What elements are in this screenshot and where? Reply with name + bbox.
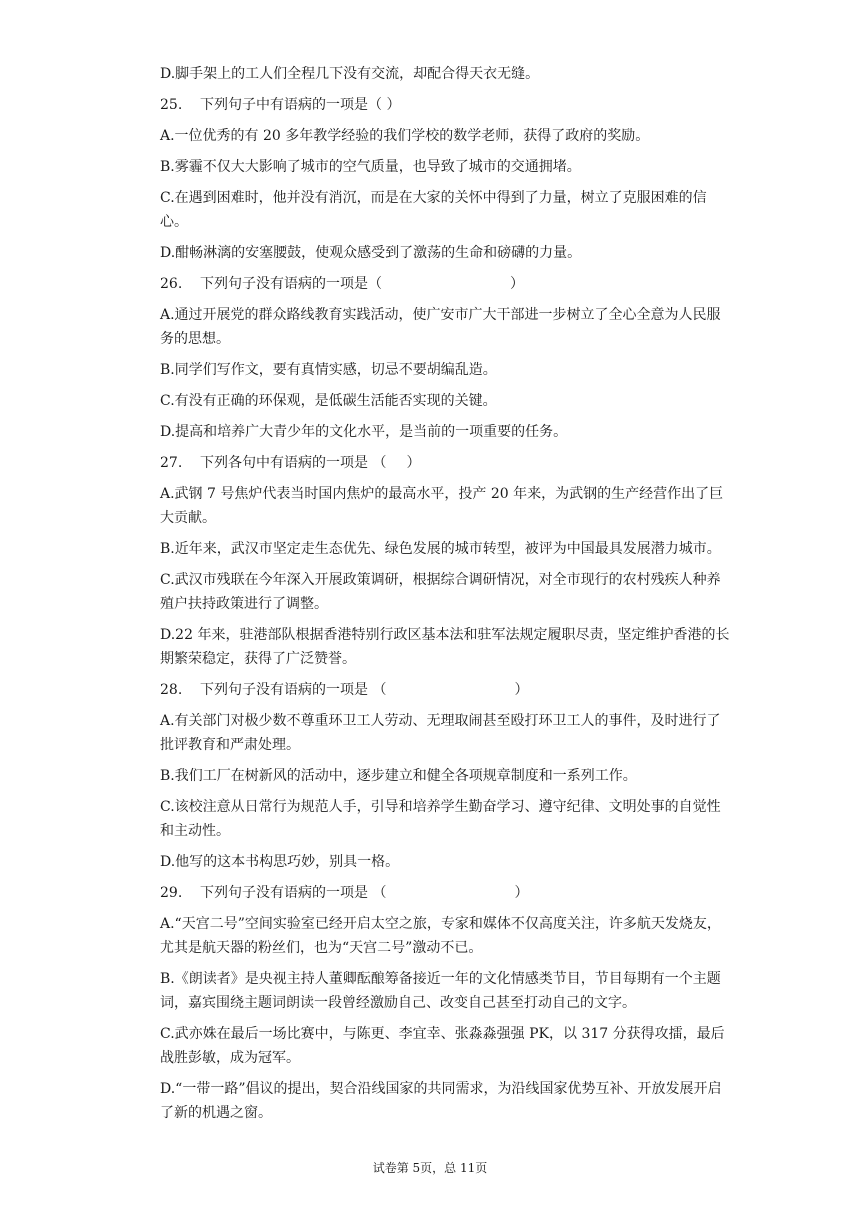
option-text: D.22 年来，驻港部队根据香港特别行政区基本法和驻军法规定履职尽责，坚定维护香港的长期繁荣稳定，获得了广泛赞誉。 [160,627,730,667]
answer-option [160,967,730,1015]
answer-option [160,155,730,179]
option-text: C.该校注意从日常行为规范人手，引导和培养学生勤奋学习、遵守纪律、文明处事的自觉性和主动性。 [160,799,721,839]
question-paren-close: ） [406,455,421,471]
option-text: A.有关部门对极少数不尊重环卫工人劳动、无理取闹甚至殴打环卫工人的事件，及时进行了批评教育和严肃处理。 [160,713,721,753]
question-paren-close: ） [510,276,524,292]
answer-option [160,709,730,757]
answer-option [160,912,730,960]
question-paren-close: ） [514,885,529,901]
option-text: D.他写的这本书构思巧妙，别具一格。 [160,854,400,870]
option-text: B.近年来，武汉市坚定走生态优先、绿色发展的城市转型，被评为中国最具发展潜力城市。 [160,541,721,557]
question-number: 29. [160,885,183,901]
answer-option [160,537,730,561]
answer-option [160,482,730,530]
option-text: D.脚手架上的工人们全程几下没有交流，却配合得天衣无缝。 [160,66,540,82]
option-text: A.通过开展党的群众路线教育实践活动，使广安市广大干部进一步树立了全心全意为人民服务的思想。 [160,307,721,347]
question-stem [160,881,730,905]
answer-option [160,850,730,874]
question-paren-close: ） [514,682,529,698]
question-number: 26. [160,276,183,292]
page-footer: 试卷第 5页，总 11页 [372,1161,488,1175]
question-text: 下列句子没有语病的一项是 （ [200,682,387,698]
option-text: D.酣畅淋漓的安塞腰鼓，使观众感受到了激荡的生命和磅礴的力量。 [160,245,582,261]
option-text: C.武亦姝在最后一场比赛中，与陈更、李宜幸、张淼淼强强 PK，以 317 分获得攻擂，最后战胜彭敏，成为冠军。 [160,1026,725,1066]
option-text: A.“天宫二号”空间实验室已经开启太空之旅，专家和媒体不仅高度关注，许多航天发烧友，尤其是航天器的粉丝们，也为“天宫二号”激动不已。 [160,916,721,956]
option-text: B.同学们写作文，要有真情实感，切忌不要胡编乱造。 [160,362,497,378]
exam-page-body [160,62,730,1132]
answer-option [160,241,730,265]
answer-option [160,124,730,148]
option-text: C.在遇到困难时，他并没有消沉，而是在大家的关怀中得到了力量，树立了克服困难的信心。 [160,190,707,230]
question-stem [160,678,730,702]
question-text: 下列各句中有语病的一项是 （ [200,455,387,471]
question-text: 下列句子没有语病的一项是 （ [200,885,387,901]
option-text: C.有没有正确的环保观，是低碳生活能否实现的关键。 [160,393,497,409]
question-number: 28. [160,682,183,698]
question-text: 下列句子中有语病的一项是（ ） [200,97,401,113]
answer-option [160,358,730,382]
answer-option [160,1022,730,1070]
question-stem [160,272,730,296]
answer-option [160,420,730,444]
answer-option [160,795,730,843]
option-text: D.提高和培养广大青少年的文化水平，是当前的一项重要的任务。 [160,424,568,440]
answer-option [160,62,730,86]
option-text: C.武汉市残联在今年深入开展政策调研，根据综合调研情况，对全市现行的农村残疾人种养殖户扶持政策进行了调整。 [160,572,721,612]
question-number: 27. [160,455,183,471]
question-stem [160,93,730,117]
option-text: A.一位优秀的有 20 多年教学经验的我们学校的数学老师，获得了政府的奖励。 [160,128,650,144]
option-text: B.《朗读者》是央视主持人董卿酝酿筹备接近一年的文化情感类节目，节目每期有一个主题词，嘉宾围绕主题词朗读一段曾经激励自己、改变自己甚至打动自己的文字。 [160,971,721,1011]
option-text: B.我们工厂在树新风的活动中，逐步建立和健全各项规章制度和一系列工作。 [160,768,637,784]
option-text: D.“一带一路”倡议的提出，契合沿线国家的共同需求，为沿线国家优势互补、开放发展开启了新的机遇之窗。 [160,1081,722,1121]
answer-option [160,186,730,234]
answer-option [160,764,730,788]
question-stem [160,451,730,475]
answer-option [160,1077,730,1125]
option-text: B.雾霾不仅大大影响了城市的空气质量，也导致了城市的交通拥堵。 [160,159,581,175]
answer-option [160,623,730,671]
question-number: 25. [160,97,183,113]
question-text: 下列句子没有语病的一项是（ [200,276,382,292]
answer-option [160,568,730,616]
answer-option [160,389,730,413]
option-text: A.武钢 7 号焦炉代表当时国内焦炉的最高水平，投产 20 年来，为武钢的生产经营作出了巨大贡献。 [160,486,724,526]
answer-option [160,303,730,351]
